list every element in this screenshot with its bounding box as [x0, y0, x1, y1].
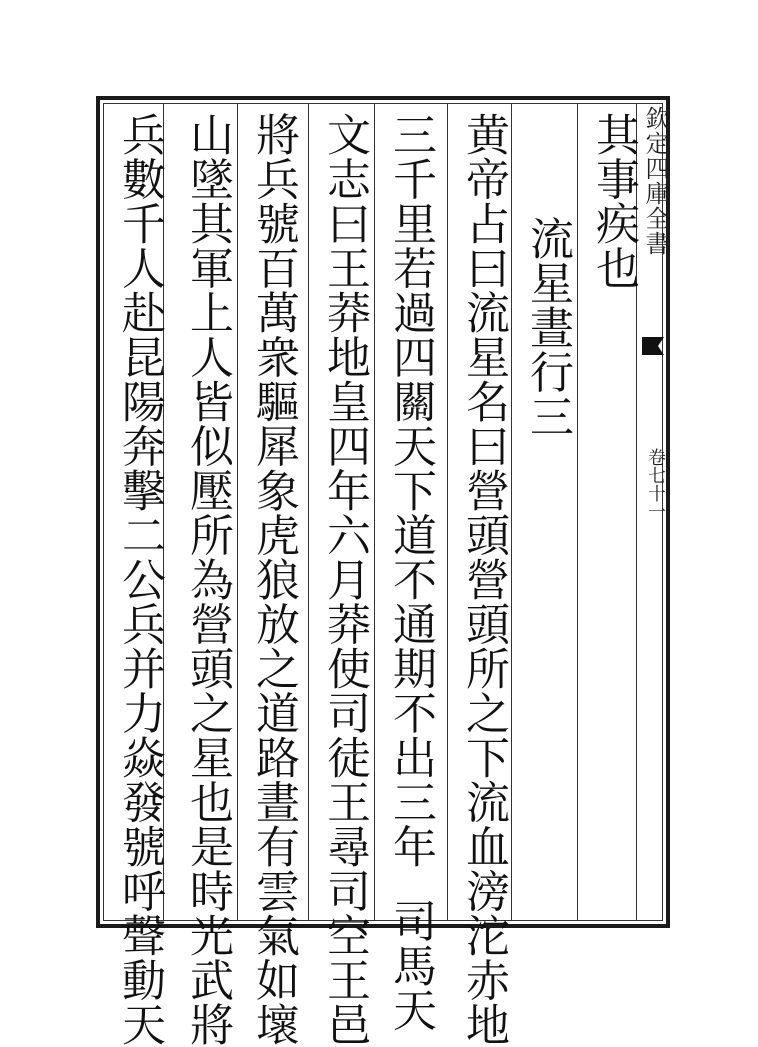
text-column-7: 山墜其軍上人皆似壓所為營頭之星也是時光武將 — [182, 112, 233, 1047]
column-rule — [237, 103, 238, 921]
text-column-5: 文志曰王莽地皇四年六月莽使司徒王尋司空王邑 — [319, 112, 370, 1047]
column-rule — [577, 103, 578, 921]
text-column-4-tail: 司馬天 — [385, 898, 436, 1032]
column-rule — [308, 103, 309, 921]
text-column-8: 兵數千人赴昆陽奔擊二公兵并力焱發號呼聲動天 — [114, 112, 165, 1047]
column-rule — [374, 103, 375, 921]
column-rule — [447, 103, 448, 921]
juan-number-margin: 卷七十一 — [645, 448, 666, 520]
text-column-2: 流星晝行三 — [522, 216, 573, 439]
text-column-6: 將兵號百萬衆驅犀象虎狼放之道路晝有雲氣如壞 — [248, 112, 299, 1047]
text-column-3: 黄帝占曰流星名曰營頭營頭所之下流血滂沱赤地 — [458, 112, 509, 1047]
text-column-4 — [380, 112, 440, 1032]
text-column-1: 其事疾也 — [588, 112, 639, 290]
book-title-margin: 欽定四庫全書 — [641, 106, 669, 256]
fish-tail-mark — [640, 333, 666, 359]
text-column-4-main: 三千里若過四關天下道不通期不出三年 — [385, 112, 436, 869]
